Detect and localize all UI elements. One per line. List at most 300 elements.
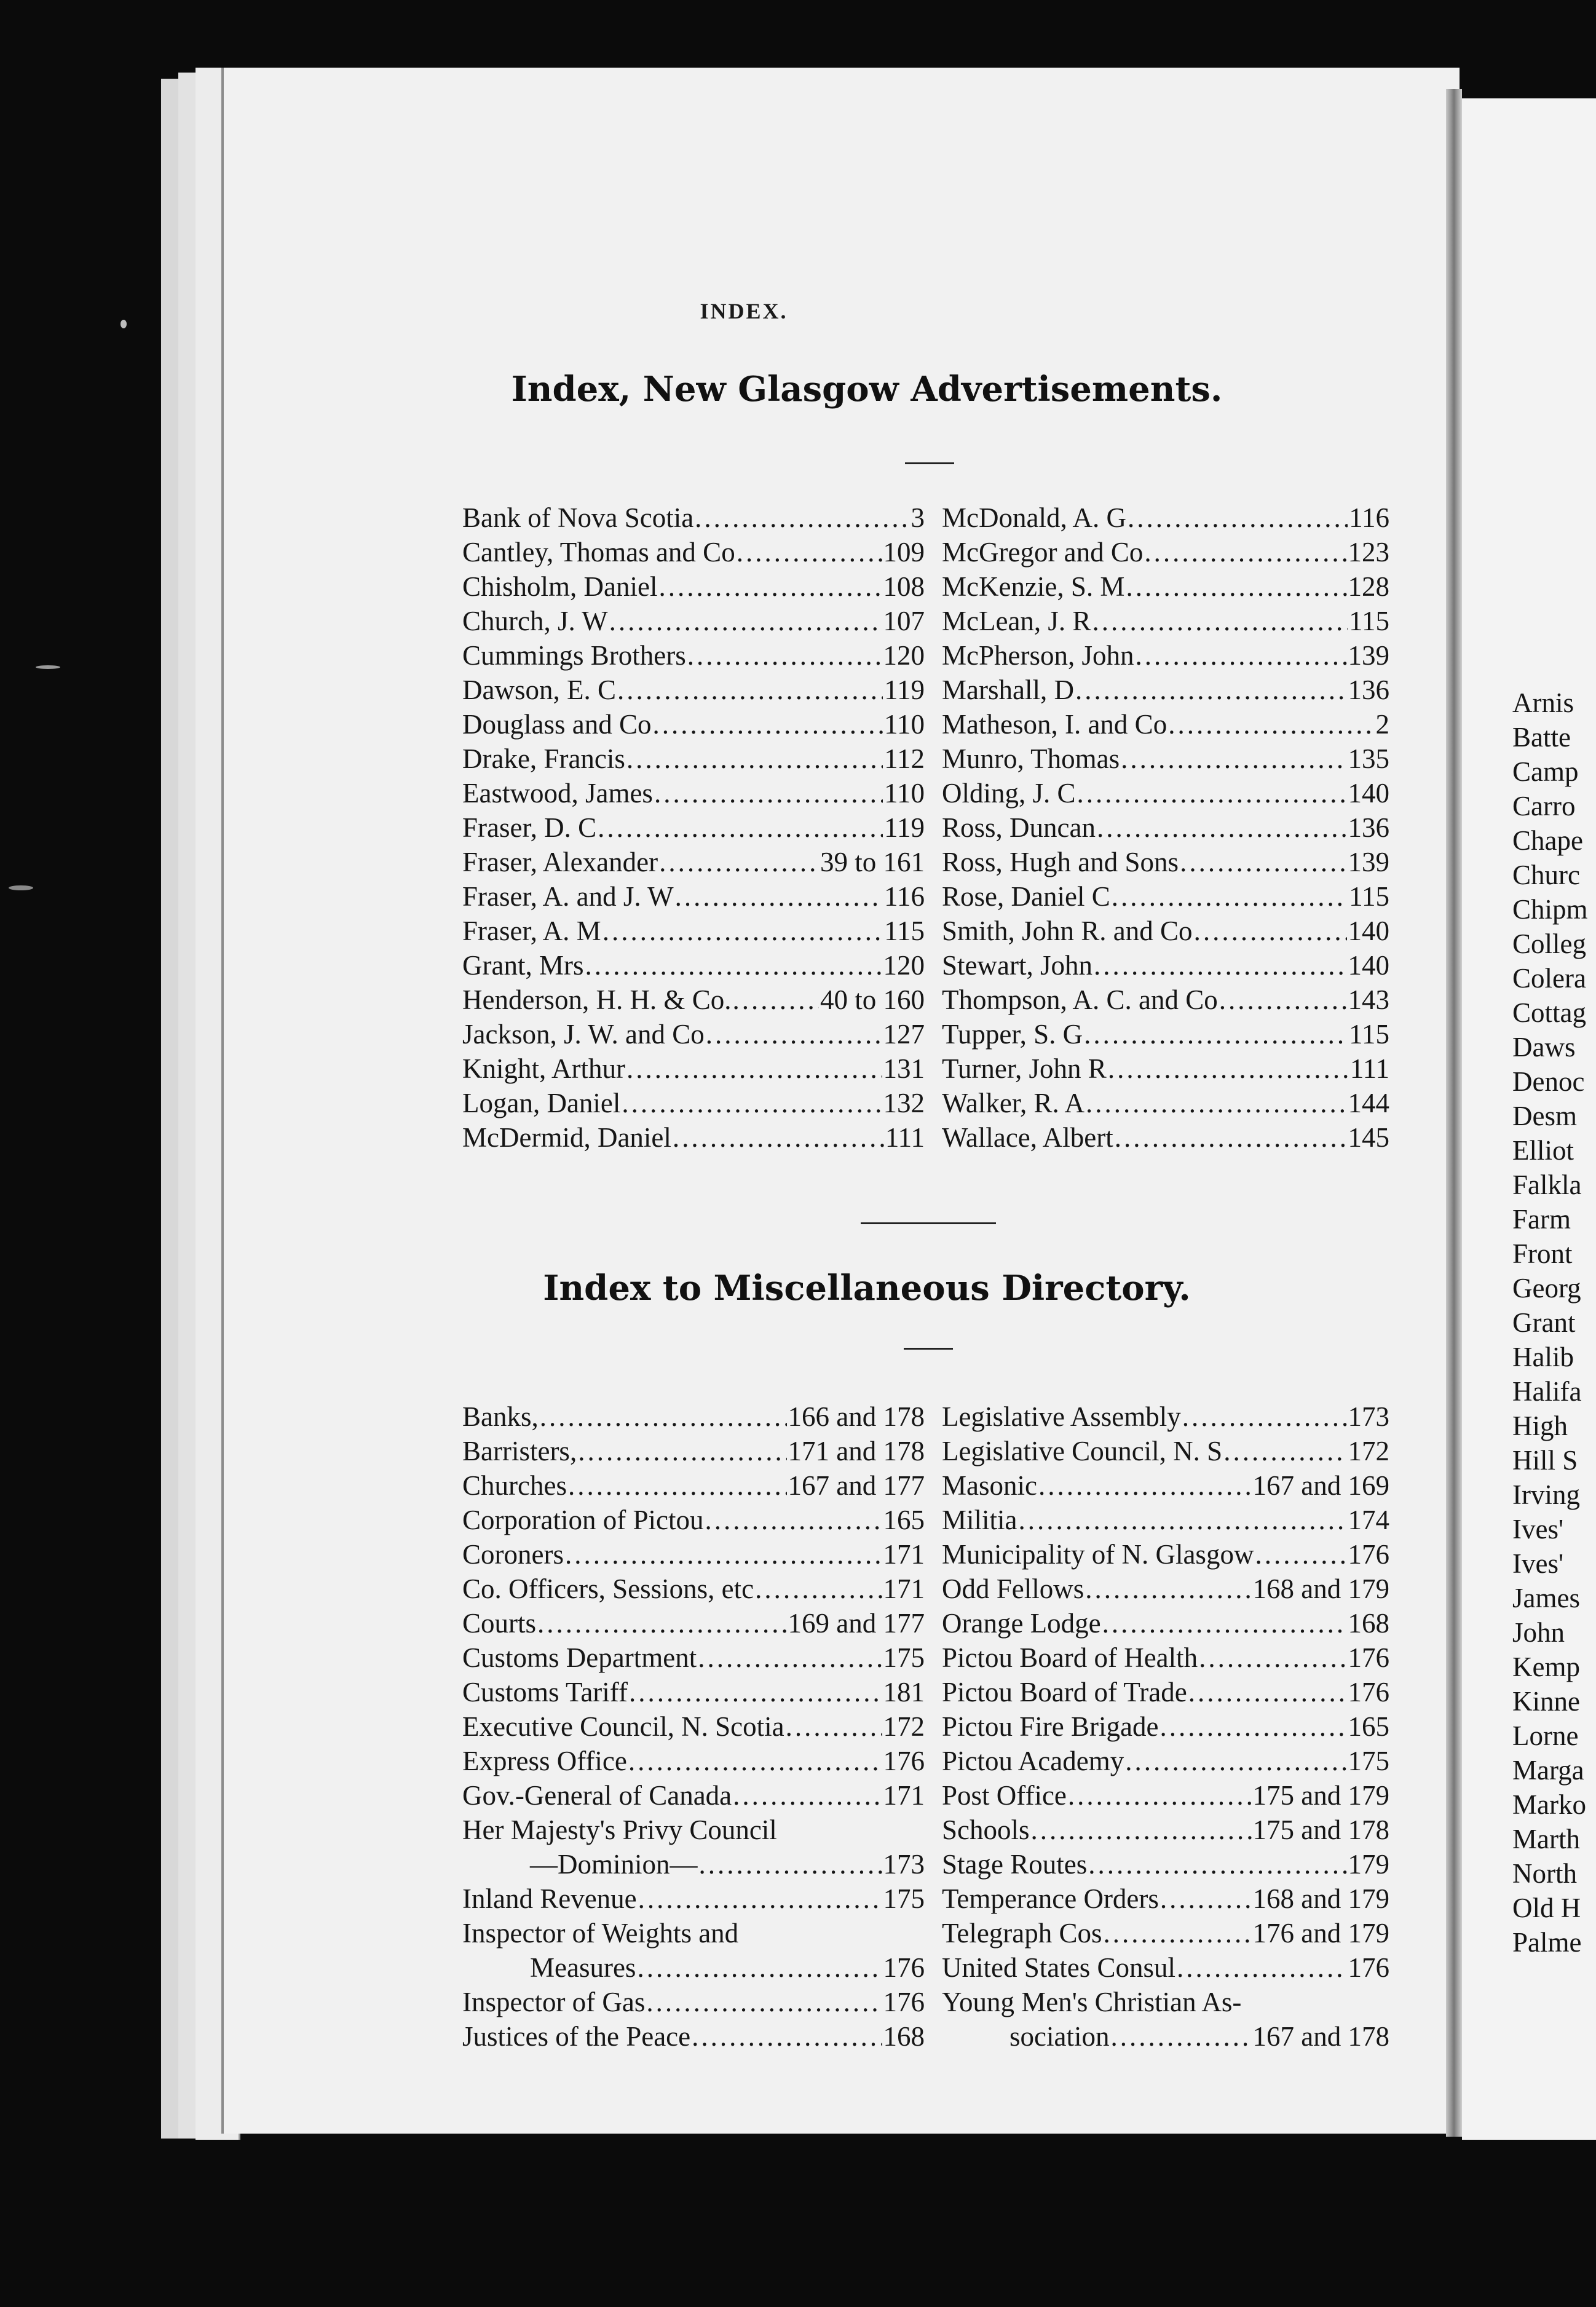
entry-page: 176 [883, 1746, 925, 1776]
dot-leader [1180, 845, 1346, 879]
dot-leader [1242, 1985, 1388, 2019]
entry-name: Customs Department [462, 1642, 697, 1673]
index-entry [462, 1813, 925, 1847]
entry-page: 176 [1348, 1677, 1389, 1707]
dot-leader [537, 1606, 787, 1640]
entry-name: Drake, Francis [462, 743, 625, 774]
entry-name: Barristers, [462, 1436, 577, 1466]
index-entry [462, 776, 925, 810]
entry-page: 168 [883, 2021, 925, 2052]
index-entry [942, 1468, 1389, 1503]
entry-page: 2 [1375, 709, 1389, 740]
facing-page-fragment: Marko [1512, 1789, 1586, 1820]
facing-page-fragment: Lorne [1512, 1720, 1579, 1751]
section-rule [904, 1348, 953, 1350]
entry-name: Pictou Board of Trade [942, 1677, 1187, 1707]
index-entry [462, 845, 925, 879]
index-entry [462, 1709, 925, 1744]
index-entry [942, 983, 1389, 1017]
facing-page-fragment: Kinne [1512, 1686, 1580, 1717]
index-entry [462, 1017, 925, 1051]
entry-name: Marshall, D [942, 675, 1074, 705]
entry-page: 127 [883, 1019, 925, 1050]
dot-leader [1159, 1709, 1346, 1744]
entry-name: —Dominion— [530, 1849, 698, 1880]
entry-page: 135 [1348, 743, 1389, 774]
facing-page-fragment: Marga [1512, 1755, 1584, 1786]
index-entry [462, 1675, 925, 1709]
entry-page: 172 [1348, 1436, 1389, 1466]
index-entry [462, 810, 925, 845]
dot-leader [1223, 1434, 1346, 1468]
dot-leader [1068, 1778, 1252, 1813]
index-entry [462, 1537, 925, 1572]
index-entry [942, 1916, 1389, 1950]
entry-name: McDonald, A. G [942, 502, 1126, 533]
entry-name: Knight, Arthur [462, 1053, 625, 1084]
index-entry [942, 845, 1389, 879]
entry-name: Munro, Thomas [942, 743, 1120, 774]
entry-page: 120 [883, 640, 925, 671]
entry-page: 174 [1348, 1505, 1389, 1535]
section-rule [905, 462, 954, 464]
entry-page: 169 and 177 [788, 1608, 925, 1639]
entry-name: Telegraph Cos [942, 1918, 1102, 1949]
entry-name: Orange Lodge [942, 1608, 1101, 1639]
dot-leader [602, 914, 883, 948]
entry-page: 123 [1348, 537, 1389, 568]
facing-page-fragment: Kemp [1512, 1652, 1580, 1682]
index-entry [942, 501, 1389, 535]
entry-page: 109 [883, 537, 925, 568]
index-entry [942, 1120, 1389, 1155]
dot-leader [1255, 1537, 1346, 1572]
index-entry [942, 1399, 1389, 1434]
dot-leader [1019, 1503, 1347, 1537]
entry-page: 140 [1348, 950, 1389, 981]
entry-name: Legislative Assembly [942, 1401, 1181, 1432]
dot-leader [1126, 569, 1346, 604]
dot-leader [1092, 604, 1348, 638]
entry-page: 145 [1348, 1122, 1389, 1153]
index-entry [942, 914, 1389, 948]
index-entry [942, 1606, 1389, 1640]
dot-leader [585, 948, 882, 983]
facing-page-fragment: Batte [1512, 722, 1571, 753]
facing-page-text [1512, 686, 1592, 1960]
facing-page-fragment: Carro [1512, 791, 1576, 821]
index-entry [462, 1434, 925, 1468]
index-entry [462, 501, 925, 535]
entry-page: 111 [1349, 1053, 1389, 1084]
entry-name: Legislative Council, N. S [942, 1436, 1223, 1466]
dot-leader [1086, 1086, 1346, 1120]
entry-page: 143 [1348, 984, 1389, 1015]
dot-leader [699, 1847, 882, 1882]
index-entry [942, 1017, 1389, 1051]
entry-page: 115 [884, 916, 925, 946]
facing-page-fragment: Hill S [1512, 1445, 1578, 1476]
entry-page: 116 [1349, 502, 1389, 533]
index-entry [942, 1709, 1389, 1744]
entry-name: Pictou Board of Health [942, 1642, 1198, 1673]
dot-leader [565, 1537, 882, 1572]
facing-page-fragment: Daws [1512, 1032, 1576, 1062]
entry-name: Inland Revenue [462, 1883, 637, 1914]
index-entry [462, 1778, 925, 1813]
index-entry [942, 707, 1389, 742]
index-entry [942, 1950, 1389, 1985]
entry-name: McPherson, John [942, 640, 1134, 671]
entry-name: Measures [530, 1952, 636, 1983]
index-entry [462, 673, 925, 707]
entry-page: 110 [884, 778, 925, 809]
dot-leader [692, 2019, 882, 2054]
entry-page: 112 [884, 743, 925, 774]
entry-name: Olding, J. C [942, 778, 1076, 809]
dot-leader [786, 1709, 882, 1744]
scan-speck [36, 665, 60, 669]
entry-name: Fraser, A. and J. W [462, 881, 674, 912]
section-title-directory: Index to Miscellaneous Directory. [543, 1268, 1191, 1308]
entry-page: 176 [1348, 1952, 1389, 1983]
index-entry [462, 569, 925, 604]
entry-name: Stage Routes [942, 1849, 1088, 1880]
dot-leader [646, 1985, 882, 2019]
index-entry [462, 1882, 925, 1916]
facing-page-fragment: Halifa [1512, 1376, 1582, 1407]
entry-page: 168 [1348, 1608, 1389, 1639]
entry-page: 108 [883, 571, 925, 602]
dot-leader [675, 879, 883, 914]
entry-name: Odd Fellows [942, 1573, 1084, 1604]
entry-name: Gov.-General of Canada [462, 1780, 732, 1811]
entry-name: Logan, Daniel [462, 1088, 621, 1118]
entry-name: Her Majesty's Privy Council [462, 1814, 777, 1845]
index-entry [942, 742, 1389, 776]
entry-name: McLean, J. R [942, 606, 1091, 636]
entry-name: Ross, Duncan [942, 812, 1096, 843]
entry-page: 173 [1348, 1401, 1389, 1432]
entry-name: Inspector of Weights and [462, 1918, 739, 1949]
advertisements-right-column [942, 501, 1389, 1155]
entry-page: 181 [883, 1677, 925, 1707]
entry-name: Temperance Orders [942, 1883, 1159, 1914]
dot-leader [1168, 707, 1374, 742]
facing-page-fragment: Colera [1512, 963, 1586, 994]
index-entry [462, 707, 925, 742]
entry-name: Post Office [942, 1780, 1067, 1811]
entry-name: United States Consul [942, 1952, 1175, 1983]
entry-page: 175 [1348, 1746, 1389, 1776]
entry-name: Banks, [462, 1401, 539, 1432]
dot-leader [778, 1813, 923, 1847]
facing-page-fragment: North [1512, 1858, 1577, 1889]
entry-name: Grant, Mrs [462, 950, 584, 981]
index-entry [942, 569, 1389, 604]
entry-name: Eastwood, James [462, 778, 653, 809]
entry-page: 172 [883, 1711, 925, 1742]
index-entry [942, 1640, 1389, 1675]
section-divider [861, 1222, 996, 1224]
index-entry [462, 879, 925, 914]
entry-page: 171 and 178 [788, 1436, 925, 1466]
entry-name: Cantley, Thomas and Co [462, 537, 735, 568]
index-entry [942, 1051, 1389, 1086]
dot-leader [1219, 983, 1347, 1017]
dot-leader [698, 1640, 882, 1675]
entry-page: 179 [1348, 1849, 1389, 1880]
entry-name: Justices of the Peace [462, 2021, 691, 2052]
index-entry [462, 1086, 925, 1120]
facing-page-fragment: Camp [1512, 756, 1579, 787]
facing-page-fragment: Churc [1512, 860, 1580, 890]
index-entry [942, 1813, 1389, 1847]
facing-page-fragment: Denoc [1512, 1066, 1585, 1097]
scan-speck [9, 885, 33, 890]
entry-page: 115 [1349, 1019, 1389, 1050]
dot-leader [617, 673, 883, 707]
dot-leader [1084, 1017, 1348, 1051]
entry-page: 119 [884, 812, 925, 843]
entry-page: 139 [1348, 847, 1389, 877]
dot-leader [1144, 535, 1346, 569]
index-entry [462, 638, 925, 673]
entry-name: Co. Officers, Sessions, etc [462, 1573, 754, 1604]
entry-page: 176 [1348, 1539, 1389, 1570]
facing-page-fragment: Old H [1512, 1893, 1581, 1923]
entry-name: Bank of Nova Scotia [462, 502, 694, 533]
facing-page-fragment: James [1512, 1583, 1580, 1613]
entry-page: 119 [884, 675, 925, 705]
entry-name: Cummings Brothers [462, 640, 686, 671]
entry-name: Pictou Fire Brigade [942, 1711, 1159, 1742]
entry-name: Coroners [462, 1539, 564, 1570]
facing-page-fragment: Halib [1512, 1342, 1574, 1372]
facing-page-fragment: Ives' [1512, 1514, 1564, 1545]
dot-leader [1102, 1606, 1347, 1640]
dot-leader [1075, 673, 1347, 707]
entry-page: 167 and 178 [1252, 2021, 1389, 2052]
index-entry [942, 1882, 1389, 1916]
facing-page-fragment: John [1512, 1617, 1565, 1648]
entry-page: 171 [883, 1539, 925, 1570]
index-entry [462, 1503, 925, 1537]
dot-leader [1182, 1399, 1347, 1434]
entry-name: Wallace, Albert [942, 1122, 1113, 1153]
dot-leader [598, 810, 883, 845]
dot-leader [1136, 638, 1347, 673]
entry-page: 115 [1349, 881, 1389, 912]
entry-page: 175 and 178 [1252, 1814, 1389, 1845]
entry-page: 128 [1348, 571, 1389, 602]
entry-name: Tupper, S. G [942, 1019, 1083, 1050]
dot-leader [1097, 810, 1347, 845]
entry-page: 115 [1349, 606, 1389, 636]
entry-page: 165 [883, 1505, 925, 1535]
index-entry [462, 1847, 925, 1882]
entry-name: Dawson, E. C [462, 675, 616, 705]
dot-leader [1077, 776, 1347, 810]
dot-leader [626, 1051, 882, 1086]
index-entry [942, 948, 1389, 983]
facing-page-fragment: Farm [1512, 1204, 1571, 1235]
index-entry [942, 1778, 1389, 1813]
dot-leader [654, 776, 883, 810]
entry-page: 175 [883, 1642, 925, 1673]
dot-leader [1128, 501, 1348, 535]
entry-page: 132 [883, 1088, 925, 1118]
entry-name: Militia [942, 1505, 1017, 1535]
entry-name: sociation [1009, 2021, 1110, 2052]
index-entry [942, 1847, 1389, 1882]
entry-page: 40 to 160 [820, 984, 925, 1015]
directory-left-column [462, 1399, 925, 2054]
entry-name: Douglass and Co [462, 709, 652, 740]
dot-leader [1188, 1675, 1347, 1709]
index-entry [462, 1572, 925, 1606]
entry-name: Rose, Daniel C [942, 881, 1110, 912]
entry-name: Courts [462, 1608, 537, 1639]
dot-leader [626, 742, 883, 776]
entry-name: Fraser, D. C [462, 812, 597, 843]
dot-leader [622, 1086, 882, 1120]
entry-page: 167 and 169 [1252, 1470, 1389, 1501]
entry-page: 168 and 179 [1252, 1883, 1389, 1914]
facing-page-fragment: Front [1512, 1238, 1573, 1269]
dot-leader [1194, 914, 1347, 948]
dot-leader [1094, 948, 1347, 983]
index-entry [942, 1572, 1389, 1606]
entry-page: 171 [883, 1780, 925, 1811]
facing-page-fragment: Desm [1512, 1101, 1577, 1131]
entry-name: Stewart, John [942, 950, 1092, 981]
entry-name: Church, J. W [462, 606, 608, 636]
entry-page: 140 [1348, 778, 1389, 809]
entry-page: 165 [1348, 1711, 1389, 1742]
dot-leader [658, 569, 882, 604]
entry-name: Smith, John R. and Co [942, 916, 1193, 946]
index-entry [942, 1503, 1389, 1537]
index-entry [462, 1916, 925, 1950]
entry-page: 176 and 179 [1252, 1918, 1389, 1949]
entry-page: 166 and 178 [788, 1401, 925, 1432]
entry-name: Corporation of Pictou [462, 1505, 704, 1535]
dot-leader [540, 1399, 787, 1434]
dot-leader [673, 1120, 884, 1155]
entry-page: 175 and 179 [1252, 1780, 1389, 1811]
facing-page-fragment: Irving [1512, 1479, 1580, 1510]
index-entry [462, 1399, 925, 1434]
scan-speck [120, 320, 127, 328]
index-entry [942, 2019, 1389, 2054]
dot-leader [653, 707, 883, 742]
entry-page: 136 [1348, 675, 1389, 705]
directory-right-column [942, 1399, 1389, 2054]
index-entry [462, 1640, 925, 1675]
dot-leader [1108, 1051, 1349, 1086]
entry-page: 173 [883, 1849, 925, 1880]
facing-page-fragment: High [1512, 1411, 1568, 1441]
entry-name: Fraser, A. M [462, 916, 601, 946]
entry-page: 167 and 177 [788, 1470, 925, 1501]
entry-page: 110 [884, 709, 925, 740]
index-entry [462, 1950, 925, 1985]
dot-leader [755, 1572, 882, 1606]
facing-page-fragment: Chipm [1512, 894, 1588, 925]
entry-page: 140 [1348, 916, 1389, 946]
dot-leader [1110, 2019, 1251, 2054]
entry-name: Churches [462, 1470, 567, 1501]
facing-page-fragment: Elliot [1512, 1135, 1574, 1166]
facing-page-fragment: Colleg [1512, 928, 1586, 959]
index-entry [462, 914, 925, 948]
entry-page: 107 [883, 606, 925, 636]
dot-leader [740, 1916, 923, 1950]
dot-leader [687, 638, 882, 673]
entry-name: McDermid, Daniel [462, 1122, 671, 1153]
index-entry [462, 742, 925, 776]
entry-name: Customs Tariff [462, 1677, 628, 1707]
facing-page-fragment: Falkla [1512, 1169, 1582, 1200]
entry-name: Turner, John R [942, 1053, 1107, 1084]
entry-page: 111 [885, 1122, 925, 1153]
index-entry [462, 1744, 925, 1778]
dot-leader [695, 501, 909, 535]
entry-name: Pictou Academy [942, 1746, 1124, 1776]
index-entry [942, 535, 1389, 569]
entry-page: 3 [911, 502, 925, 533]
index-entry [942, 776, 1389, 810]
entry-name: Jackson, J. W. and Co [462, 1019, 705, 1050]
index-entry [942, 810, 1389, 845]
entry-page: 120 [883, 950, 925, 981]
entry-page: 176 [883, 1987, 925, 2017]
entry-name: McGregor and Co [942, 537, 1144, 568]
index-entry [942, 604, 1389, 638]
dot-leader [1177, 1950, 1347, 1985]
dot-leader [609, 604, 882, 638]
advertisements-left-column [462, 501, 925, 1155]
index-entry [942, 1985, 1389, 2019]
dot-leader [1038, 1468, 1252, 1503]
entry-name: Schools [942, 1814, 1030, 1845]
entry-name: Inspector of Gas [462, 1987, 646, 2017]
dot-leader [1104, 1916, 1252, 1950]
entry-name: Executive Council, N. Scotia [462, 1711, 784, 1742]
dot-leader [568, 1468, 787, 1503]
dot-leader [1121, 742, 1346, 776]
dot-leader [1199, 1640, 1346, 1675]
entry-page: 168 and 179 [1252, 1573, 1389, 1604]
index-entry [942, 1744, 1389, 1778]
entry-page: 176 [1348, 1642, 1389, 1673]
dot-leader [629, 1675, 882, 1709]
entry-page: 144 [1348, 1088, 1389, 1118]
dot-leader [1160, 1882, 1252, 1916]
index-entry [942, 1675, 1389, 1709]
index-entry [942, 638, 1389, 673]
dot-leader [628, 1744, 882, 1778]
facing-page-fragment: Marth [1512, 1824, 1580, 1854]
entry-page: 139 [1348, 640, 1389, 671]
entry-name: Masonic [942, 1470, 1037, 1501]
index-entry [462, 1606, 925, 1640]
entry-name: Chisholm, Daniel [462, 571, 658, 602]
entry-name: Thompson, A. C. and Co [942, 984, 1218, 1015]
dot-leader [578, 1434, 786, 1468]
index-entry [462, 948, 925, 983]
